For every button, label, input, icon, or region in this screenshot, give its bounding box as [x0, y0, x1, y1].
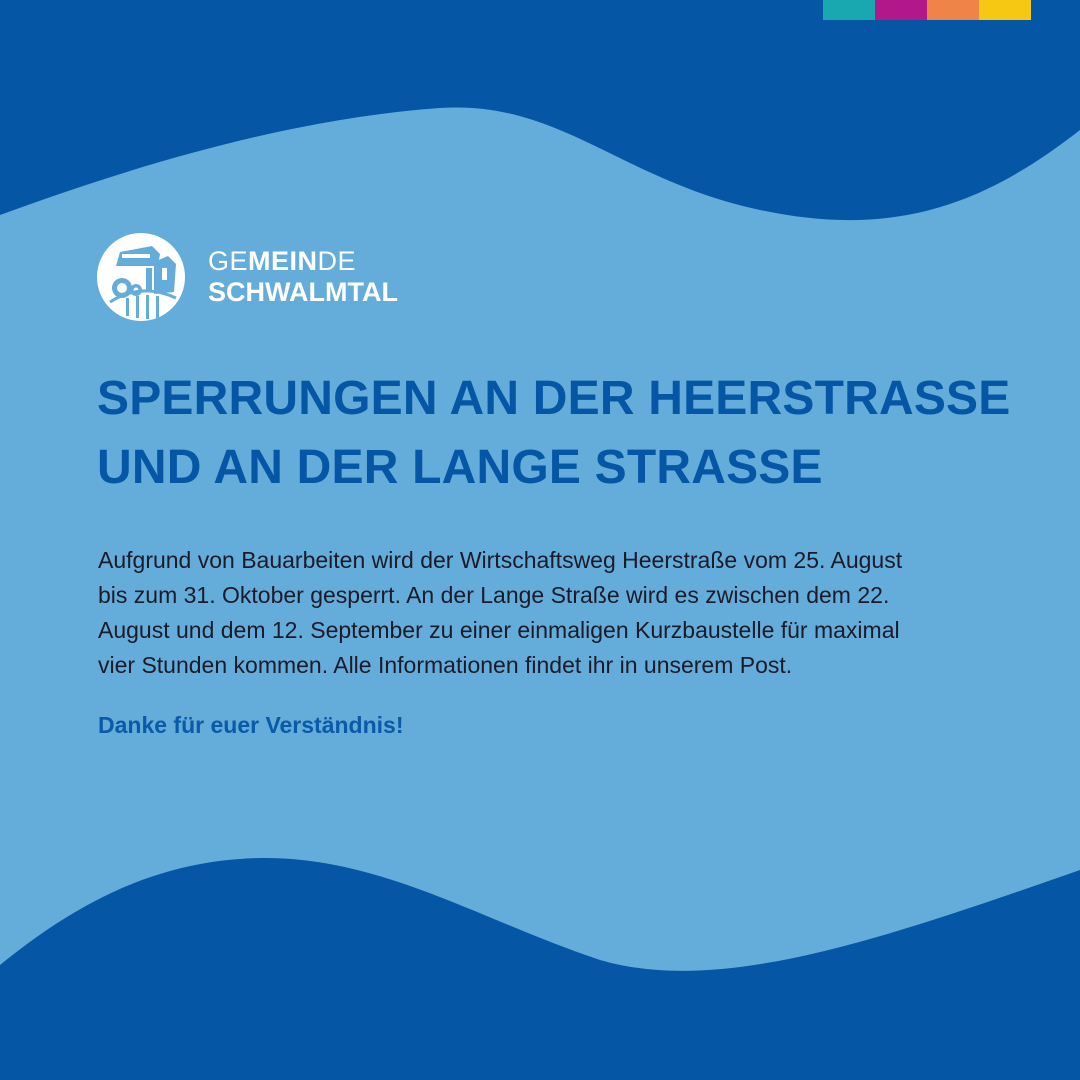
color-swatch-teal — [823, 0, 875, 20]
color-swatch-magenta — [875, 0, 927, 20]
title-line-1: SPERRUNGEN AN DER HEERSTRASSE — [97, 372, 1011, 425]
title-line-2: UND AN DER LANGE STRASSE — [97, 441, 823, 494]
logo-line-1: GEMEINDE — [208, 246, 357, 276]
logo-wordmark — [208, 248, 398, 306]
color-swatch-orange — [927, 0, 979, 20]
top-wave — [0, 0, 1080, 220]
logo — [96, 232, 398, 322]
color-strip — [823, 0, 1031, 20]
bottom-wave — [0, 858, 1080, 1080]
body-line-3: August und dem 12. September zu einer einmaligen Kurzbaustelle für maximal — [98, 617, 900, 643]
page-title — [97, 364, 1017, 502]
logo-line-2: SCHWALMTAL — [208, 277, 398, 307]
body-line-1: Aufgrund von Bauarbeiten wird der Wirtschaftsweg Heerstraße vom 25. August — [98, 547, 903, 573]
body-line-4: vier Stunden kommen. Alle Informationen findet ihr in unserem Post. — [98, 652, 793, 678]
announcement-body — [98, 543, 1008, 683]
color-swatch-yellow — [979, 0, 1031, 20]
municipality-emblem-icon — [96, 232, 186, 322]
thanks-note: Danke für euer Verständnis! — [98, 712, 404, 738]
body-line-2: bis zum 31. Oktober gesperrt. An der Lange Straße wird es zwischen dem 22. — [98, 582, 890, 608]
